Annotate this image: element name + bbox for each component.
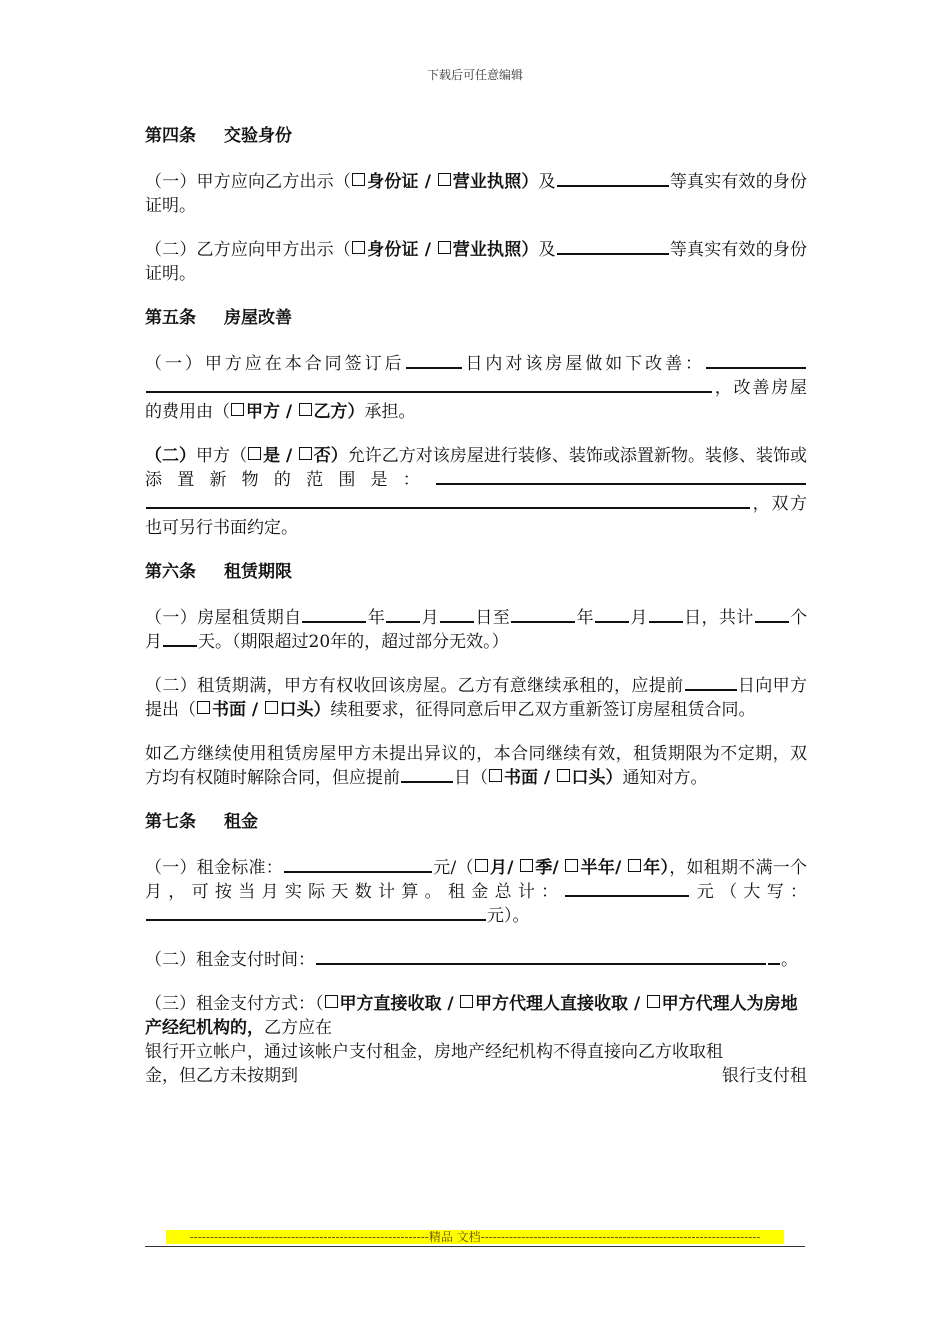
checkbox[interactable] <box>352 241 365 254</box>
article-7-heading <box>145 810 807 834</box>
checkbox[interactable] <box>557 769 570 782</box>
article-4-heading <box>145 124 807 148</box>
fill-blank[interactable] <box>440 607 474 623</box>
fill-blank[interactable] <box>706 353 806 369</box>
checkbox[interactable] <box>231 403 244 416</box>
article-7-clause-3: （三）租金支付方式：（ 甲方直接收取 / 甲方代理人直接收取 / 甲方代理人为房地产经纪机构的，乙方应在 <box>145 994 798 1038</box>
document-body <box>145 124 807 1088</box>
checkbox[interactable] <box>325 995 338 1008</box>
article-title: 租金 <box>224 812 258 832</box>
article-number: 第四条 <box>145 126 196 146</box>
article-number: 第六条 <box>145 562 196 582</box>
article-5-clause-2: （二）甲方（ 是 / 否）允许乙方对该房屋进行装修、装饰或添置新物。装修、装饰或添置新物的范围是：，双方也可另行书面约定。 <box>145 446 808 538</box>
fill-blank[interactable] <box>406 353 462 369</box>
checkbox[interactable] <box>647 995 660 1008</box>
fill-blank[interactable] <box>146 493 750 509</box>
fill-blank[interactable] <box>565 881 689 897</box>
checkbox[interactable] <box>248 447 261 460</box>
fill-blank[interactable] <box>386 607 420 623</box>
checkbox[interactable] <box>628 859 641 872</box>
checkbox[interactable] <box>460 995 473 1008</box>
article-4-clause-2: （二）乙方应向甲方出示（ 身份证 / 营业执照）及 等真实有效的身份证明。 <box>145 240 808 284</box>
checkbox[interactable] <box>438 173 451 186</box>
fill-blank[interactable] <box>302 607 366 623</box>
article-6-clause-2: （二）租赁期满，甲方有权收回该房屋。乙方有意继续承租的，应提前 日向甲方提出（ 书面 / 口头）续租要求，征得同意后甲乙双方重新签订房屋租赁合同。 <box>145 676 808 720</box>
footer-divider <box>145 1246 805 1247</box>
fill-blank[interactable] <box>436 469 806 485</box>
fill-blank[interactable] <box>557 171 669 187</box>
fill-blank[interactable] <box>685 675 737 691</box>
fill-blank[interactable] <box>146 905 486 921</box>
article-7-clause-3-line-2: 银行开立帐户，通过该帐户支付租金，房地产经纪机构不得直接向乙方收取租 <box>145 1042 723 1062</box>
fill-blank[interactable] <box>146 377 712 393</box>
article-4-clause-1: （一）甲方应向乙方出示（ 身份证 / 营业执照）及 等真实有效的身份证明。 <box>145 172 808 216</box>
article-title: 交验身份 <box>224 126 292 146</box>
page-header: 下载后可任意编辑 <box>426 68 523 82</box>
checkbox[interactable] <box>299 447 312 460</box>
checkbox[interactable] <box>299 403 312 416</box>
article-title: 房屋改善 <box>224 308 292 328</box>
article-6-clause-3: 如乙方继续使用租赁房屋甲方未提出异议的，本合同继续有效，租赁期限为不定期，双方均有权随时解除合同，但应提前 日（ 书面 / 口头）通知对方。 <box>145 744 807 788</box>
checkbox[interactable] <box>438 241 451 254</box>
article-number: 第七条 <box>145 812 196 832</box>
checkbox[interactable] <box>520 859 533 872</box>
fill-blank[interactable] <box>316 949 766 965</box>
article-title: 租赁期限 <box>224 562 292 582</box>
article-number: 第五条 <box>145 308 196 328</box>
fill-blank[interactable] <box>595 607 629 623</box>
article-7-clause-3-line-3: 金，但乙方未按期到 银行支付租 <box>145 1066 807 1086</box>
fill-blank[interactable] <box>163 631 197 647</box>
checkbox[interactable] <box>475 859 488 872</box>
fill-blank[interactable] <box>401 767 453 783</box>
article-7-clause-2: （二）租金支付时间： 。 <box>145 950 798 970</box>
fill-blank[interactable] <box>284 857 432 873</box>
article-6-heading <box>145 560 807 584</box>
fill-blank[interactable] <box>511 607 575 623</box>
article-5-heading <box>145 306 807 330</box>
page-footer-banner: -----------------------------------------------------------精品 文档--------------------------------------------------------------------- <box>166 1230 784 1244</box>
fill-blank[interactable] <box>649 607 683 623</box>
checkbox[interactable] <box>352 173 365 186</box>
footer-label: 精品 文档 <box>428 1230 481 1244</box>
checkbox[interactable] <box>197 701 210 714</box>
checkbox[interactable] <box>489 769 502 782</box>
fill-blank[interactable] <box>557 239 669 255</box>
checkbox[interactable] <box>265 701 278 714</box>
fill-blank[interactable] <box>755 607 789 623</box>
article-6-clause-1: （一）房屋租赁期自 年 月 日至 年 月 日，共计 个月 天。（期限超过20年的，超过部分无效。） <box>145 608 808 652</box>
fill-blank[interactable] <box>768 949 780 965</box>
article-5-clause-1: （一）甲方应在本合同签订后 日内对该房屋做如下改善：，改善房屋的费用由（ 甲方 / 乙方）承担。 <box>145 354 807 422</box>
checkbox[interactable] <box>565 859 578 872</box>
article-7-clause-1: （一）租金标准： 元/（ 月/ 季/ 半年/ 年），如租期不满一个月，可按当月实际天数计算。租金总计： 元（大写：元）。 <box>145 858 808 926</box>
